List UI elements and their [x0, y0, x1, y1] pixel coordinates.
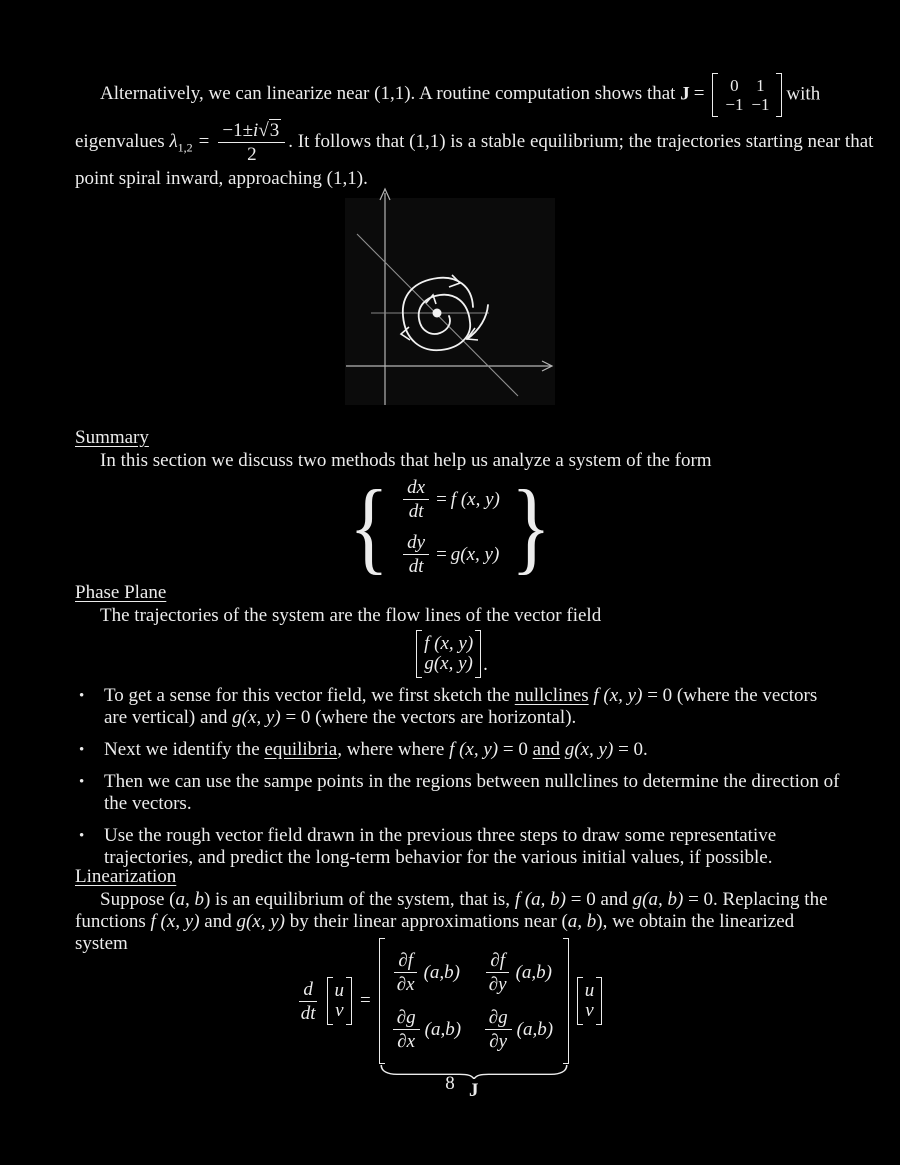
jacobian-value-matrix [712, 73, 782, 117]
vector-top-entry: f (x, y) [424, 633, 474, 654]
left-curly-brace: { [349, 469, 390, 585]
linearized-system-equation [0, 938, 900, 1101]
ode-system-equation [0, 469, 900, 585]
bullet-marker: • [79, 774, 85, 790]
radical-sign: √ [258, 120, 269, 141]
g-function: g(x, y) [450, 543, 500, 565]
list-item [75, 771, 845, 815]
para1-line1-end: with [786, 83, 821, 105]
list-item: • Next we identify the equilibria, where where f (x, y) = 0 and g(x, y) = 0. [75, 739, 845, 761]
lambda-subscript: 1,2 [177, 140, 193, 155]
ode-dx-equation [400, 477, 500, 522]
linearization-paragraph: Suppose (a, b) is an equilibrium of the system, that is, f (a, b) = 0 and g(a, b) = 0. Replacing the functions f (x, y) and g(x, y) by their linear approximations near (a, b), we obtain the linearized system [75, 889, 828, 954]
bullet-marker: • [79, 742, 85, 758]
vector-field-expression [0, 630, 900, 678]
g-function: g(x, y) [232, 707, 281, 728]
imaginary-i: i [253, 120, 259, 141]
jacobian-matrix [379, 938, 569, 1064]
f-function: f (a, b) [514, 889, 566, 910]
f-function: f (x, y) [593, 685, 643, 706]
jacobian-cell: $\frac{\partial g}{\partial x}$ (a,b) [390, 1007, 466, 1052]
period: . [483, 654, 488, 675]
equals-sign: = [436, 543, 447, 565]
g-function: g(x, y) [236, 911, 285, 932]
linearization-heading: Linearization [75, 866, 177, 887]
dx-numerator: dx [403, 477, 429, 500]
g-function: g(a, b) [632, 889, 684, 910]
bullet-text: Then we can use the sampe points in the regions between nullclines to determine the direction of the vectors. [104, 771, 840, 814]
equals-sign: = [198, 130, 210, 152]
summary-intro: In this section we discuss two methods that help us analyze a system of the form [100, 450, 712, 471]
fraction-numerator: −1± [222, 120, 254, 141]
jacobian-cell: $\frac{\partial f}{\partial x}$ (a,b) [390, 950, 466, 995]
g-function: g(x, y) [564, 739, 614, 760]
paragraph-linearization-intro [75, 73, 875, 190]
fraction-denominator: 2 [247, 144, 257, 165]
matrix-cell: −1 [751, 95, 770, 114]
vector-field-matrix [416, 630, 481, 678]
equilibrium-point [433, 309, 442, 318]
dy-numerator: dy [403, 532, 429, 555]
equals-sign: = [436, 488, 447, 510]
jacobian-label: J [469, 1080, 479, 1101]
uv-vector: u v [577, 977, 603, 1025]
para1-line1-text: Alternatively, we can linearize near (1,1). A routine computation shows that [100, 83, 681, 105]
jacobian-cell: $\frac{\partial f}{\partial y}$ (a,b) [482, 950, 558, 995]
phase-portrait-figure [340, 183, 560, 410]
para1-line3: point spiral inward, approaching (1,1). [75, 168, 368, 189]
radicand: 3 [269, 120, 280, 141]
summary-heading: Summary [75, 427, 149, 448]
eigenvalue-fraction [218, 120, 285, 165]
uv-vector: u v [327, 977, 353, 1025]
para1-line2-end: . It follows that (1,1) is a stable equilibrium; the trajectories starting near that [288, 130, 874, 152]
ode-dy-equation [400, 532, 500, 577]
nullclines-term: nullclines [514, 685, 589, 706]
equals-sign: = [693, 83, 705, 105]
para1-line2 [75, 120, 875, 165]
jacobian-cell: $\frac{\partial g}{\partial y}$ (a,b) [482, 1007, 558, 1052]
d-dt-operator: $\frac{d}{dt}$ [300, 978, 316, 1024]
figure-background [345, 198, 555, 405]
list-item [75, 825, 845, 869]
right-curly-brace: } [510, 469, 551, 585]
para1-line1 [75, 73, 875, 117]
equilibria-term: equilibria [264, 739, 338, 760]
method-steps-list [75, 685, 845, 879]
and-term: and [532, 739, 561, 760]
bullet-text: Use the rough vector field drawn in the previous three steps to draw some representative trajectories, and predict the long-term behavior for the various initial values, if possible. [104, 825, 777, 868]
para1-line2-text: eigenvalues [75, 130, 170, 152]
bullet-text: Next we identify the [104, 739, 265, 760]
jacobian-symbol: J [680, 83, 690, 105]
f-function: f (x, y) [450, 488, 500, 510]
f-function: f (x, y) [449, 739, 499, 760]
phase-plane-heading: Phase Plane [75, 582, 167, 603]
bullet-marker: • [79, 688, 85, 704]
list-item: • To get a sense for this vector field, we first sketch the nullclines f (x, y) = 0 (where the vectors are vertical) and g(x, y) = 0 (where the vectors are horizontal). [75, 685, 845, 729]
dt-denominator: dt [408, 556, 424, 577]
bullet-text: To get a sense for this vector field, we first sketch the [104, 685, 515, 706]
dt-denominator: dt [408, 501, 424, 522]
matrix-cell: −1 [725, 95, 744, 114]
phase-plane-intro: The trajectories of the system are the flow lines of the vector field [100, 605, 602, 626]
page-number: 8 [445, 1073, 455, 1094]
matrix-cell: 1 [756, 76, 765, 95]
vector-bottom-entry: g(x, y) [424, 653, 473, 674]
equals-sign: = [360, 990, 371, 1011]
f-function: f (x, y) [150, 911, 200, 932]
matrix-cell: 0 [730, 76, 739, 95]
bullet-marker: • [79, 828, 85, 844]
lambda-symbol: λ [169, 130, 178, 152]
